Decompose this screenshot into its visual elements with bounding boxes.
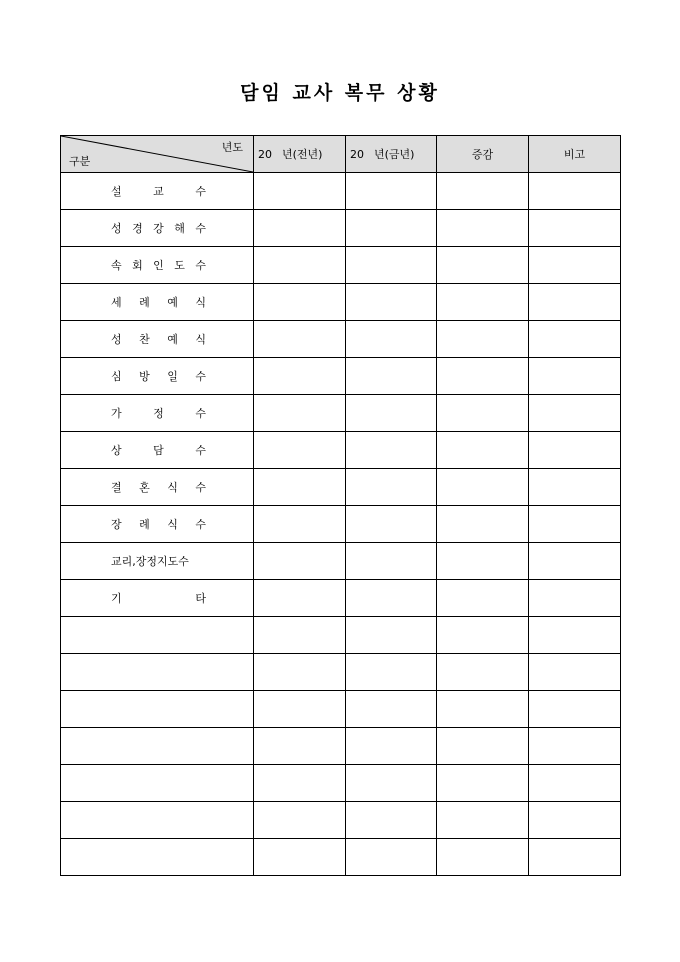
- prev-year-cell[interactable]: [254, 432, 346, 469]
- table-row: [61, 543, 621, 580]
- change-cell[interactable]: [437, 617, 529, 654]
- category-cell: [61, 580, 254, 617]
- prev-year-cell[interactable]: [254, 284, 346, 321]
- change-cell[interactable]: [437, 543, 529, 580]
- category-cell[interactable]: [61, 765, 254, 802]
- category-cell: [61, 284, 254, 321]
- note-cell[interactable]: [529, 321, 621, 358]
- category-cell[interactable]: [61, 654, 254, 691]
- category-cell: [61, 321, 254, 358]
- note-cell[interactable]: [529, 580, 621, 617]
- cur-year-cell[interactable]: [346, 839, 437, 876]
- table-row: [61, 395, 621, 432]
- note-cell[interactable]: [529, 395, 621, 432]
- change-cell[interactable]: [437, 765, 529, 802]
- category-char: 정: [153, 407, 164, 420]
- change-cell[interactable]: [437, 506, 529, 543]
- note-cell[interactable]: [529, 284, 621, 321]
- cur-year-cell[interactable]: [346, 728, 437, 765]
- header-row: [61, 136, 621, 173]
- category-label: [111, 516, 206, 532]
- category-char: 수: [195, 222, 206, 235]
- cur-year-cell[interactable]: [346, 395, 437, 432]
- category-cell: [61, 506, 254, 543]
- category-char: 담: [153, 444, 164, 457]
- change-cell[interactable]: [437, 728, 529, 765]
- duty-status-table: [60, 135, 621, 876]
- category-cell: [61, 358, 254, 395]
- table-body: [61, 173, 621, 876]
- empty-row: [61, 654, 621, 691]
- prev-year-cell[interactable]: [254, 654, 346, 691]
- prev-year-cell[interactable]: [254, 839, 346, 876]
- cur-year-header: [346, 136, 437, 173]
- category-cell: [61, 247, 254, 284]
- category-char: 성: [111, 333, 122, 346]
- category-char: 례: [139, 518, 150, 531]
- cur-year-cell[interactable]: [346, 247, 437, 284]
- category-cell[interactable]: [61, 839, 254, 876]
- category-cell: [61, 395, 254, 432]
- category-char: 수: [195, 407, 206, 420]
- prev-year-cell[interactable]: [254, 802, 346, 839]
- category-char: 설: [111, 185, 122, 198]
- category-char: 수: [195, 185, 206, 198]
- category-char: 식: [195, 333, 206, 346]
- category-cell: [61, 173, 254, 210]
- cur-year-cell[interactable]: [346, 432, 437, 469]
- category-char: 타: [195, 592, 206, 605]
- cur-year-text: 년(금년): [374, 148, 415, 161]
- prev-year-cell[interactable]: [254, 691, 346, 728]
- category-char: 일: [167, 370, 178, 383]
- change-header: 증감: [437, 136, 529, 173]
- change-cell[interactable]: [437, 210, 529, 247]
- category-char: 례: [139, 296, 150, 309]
- category-label: [111, 405, 206, 421]
- prev-year-cell[interactable]: [254, 543, 346, 580]
- cur-year-number: 20: [350, 148, 364, 161]
- category-char: 인: [153, 259, 164, 272]
- change-cell[interactable]: [437, 321, 529, 358]
- table-row: [61, 173, 621, 210]
- category-label: [111, 183, 206, 199]
- category-cell: [61, 210, 254, 247]
- category-label: [111, 294, 206, 310]
- category-label: [111, 331, 206, 347]
- category-char: 수: [195, 444, 206, 457]
- category-char: 수: [195, 259, 206, 272]
- prev-year-cell[interactable]: [254, 395, 346, 432]
- category-cell[interactable]: [61, 802, 254, 839]
- change-cell[interactable]: [437, 802, 529, 839]
- cur-year-cell[interactable]: [346, 506, 437, 543]
- note-cell[interactable]: [529, 765, 621, 802]
- note-cell[interactable]: [529, 654, 621, 691]
- category-cell: [61, 432, 254, 469]
- note-cell[interactable]: [529, 728, 621, 765]
- empty-row: [61, 839, 621, 876]
- table-row: [61, 580, 621, 617]
- cur-year-cell[interactable]: [346, 543, 437, 580]
- category-char: 교: [153, 185, 164, 198]
- cur-year-cell[interactable]: [346, 173, 437, 210]
- note-cell[interactable]: [529, 802, 621, 839]
- category-char: 식: [195, 296, 206, 309]
- cur-year-cell[interactable]: [346, 321, 437, 358]
- prev-year-cell[interactable]: [254, 358, 346, 395]
- category-char: 방: [139, 370, 150, 383]
- change-cell[interactable]: [437, 395, 529, 432]
- prev-year-cell[interactable]: [254, 728, 346, 765]
- category-char: 가: [111, 407, 122, 420]
- category-char: 예: [167, 296, 178, 309]
- prev-year-header: [254, 136, 346, 173]
- empty-row: [61, 728, 621, 765]
- table-row: [61, 506, 621, 543]
- prev-year-cell[interactable]: [254, 506, 346, 543]
- note-cell[interactable]: [529, 210, 621, 247]
- empty-row: [61, 765, 621, 802]
- category-char: 찬: [139, 333, 150, 346]
- diagonal-header-cell: [61, 136, 254, 173]
- note-cell[interactable]: [529, 839, 621, 876]
- category-cell[interactable]: [61, 728, 254, 765]
- category-char: 속: [111, 259, 122, 272]
- change-cell[interactable]: [437, 580, 529, 617]
- category-char: 경: [132, 222, 143, 235]
- table-row: [61, 247, 621, 284]
- prev-year-number: 20: [258, 148, 272, 161]
- category-cell[interactable]: [61, 617, 254, 654]
- category-char: 장: [111, 518, 122, 531]
- table-row: [61, 432, 621, 469]
- prev-year-cell[interactable]: [254, 765, 346, 802]
- category-char: 수: [195, 518, 206, 531]
- category-char: 결: [111, 481, 122, 494]
- note-cell[interactable]: [529, 358, 621, 395]
- category-char: 심: [111, 370, 122, 383]
- category-label: [111, 257, 206, 273]
- note-cell[interactable]: [529, 247, 621, 284]
- category-label: [111, 220, 206, 236]
- category-cell[interactable]: [61, 691, 254, 728]
- table-row: [61, 469, 621, 506]
- prev-year-cell[interactable]: [254, 617, 346, 654]
- change-cell[interactable]: [437, 839, 529, 876]
- prev-year-text: 년(전년): [282, 148, 323, 161]
- note-cell[interactable]: [529, 506, 621, 543]
- category-axis-label: 구분: [69, 155, 91, 168]
- category-char: 해: [174, 222, 185, 235]
- category-char: 성: [111, 222, 122, 235]
- category-label: 교리,장정지도수: [111, 555, 189, 568]
- prev-year-cell[interactable]: [254, 469, 346, 506]
- prev-year-cell[interactable]: [254, 247, 346, 284]
- category-label: [111, 479, 206, 495]
- empty-row: [61, 802, 621, 839]
- page-title: 담임 교사 복무 상황: [240, 82, 440, 104]
- prev-year-cell[interactable]: [254, 321, 346, 358]
- category-char: 수: [195, 481, 206, 494]
- change-cell[interactable]: [437, 691, 529, 728]
- change-cell[interactable]: [437, 247, 529, 284]
- cur-year-cell[interactable]: [346, 691, 437, 728]
- category-char: 식: [167, 518, 178, 531]
- note-header: 비고: [529, 136, 621, 173]
- change-cell[interactable]: [437, 432, 529, 469]
- change-cell[interactable]: [437, 654, 529, 691]
- prev-year-cell[interactable]: [254, 580, 346, 617]
- cur-year-cell[interactable]: [346, 802, 437, 839]
- note-cell[interactable]: [529, 691, 621, 728]
- category-char: 회: [132, 259, 143, 272]
- table-row: [61, 321, 621, 358]
- table-row: [61, 358, 621, 395]
- cur-year-cell[interactable]: [346, 580, 437, 617]
- note-cell[interactable]: [529, 617, 621, 654]
- category-label: [111, 368, 206, 384]
- category-char: 수: [195, 370, 206, 383]
- note-cell[interactable]: [529, 469, 621, 506]
- category-char: 세: [111, 296, 122, 309]
- empty-row: [61, 617, 621, 654]
- cur-year-cell[interactable]: [346, 284, 437, 321]
- cur-year-cell[interactable]: [346, 358, 437, 395]
- prev-year-cell[interactable]: [254, 210, 346, 247]
- table-row: [61, 284, 621, 321]
- category-label: [111, 442, 206, 458]
- empty-row: [61, 691, 621, 728]
- category-char: 혼: [139, 481, 150, 494]
- cur-year-cell[interactable]: [346, 469, 437, 506]
- change-cell[interactable]: [437, 358, 529, 395]
- category-char: 강: [153, 222, 164, 235]
- cur-year-cell[interactable]: [346, 654, 437, 691]
- category-char: 상: [111, 444, 122, 457]
- cur-year-cell[interactable]: [346, 765, 437, 802]
- category-char: 기: [111, 592, 122, 605]
- note-cell[interactable]: [529, 543, 621, 580]
- note-cell[interactable]: [529, 173, 621, 210]
- category-cell: [61, 469, 254, 506]
- category-char: 예: [167, 333, 178, 346]
- table-row: [61, 210, 621, 247]
- note-cell[interactable]: [529, 432, 621, 469]
- prev-year-cell[interactable]: [254, 173, 346, 210]
- category-char: 식: [167, 481, 178, 494]
- year-axis-label: 년도: [221, 141, 243, 154]
- category-cell: [61, 543, 254, 580]
- category-label: [111, 590, 206, 606]
- change-cell[interactable]: [437, 284, 529, 321]
- change-cell[interactable]: [437, 173, 529, 210]
- cur-year-cell[interactable]: [346, 210, 437, 247]
- change-cell[interactable]: [437, 469, 529, 506]
- category-char: 도: [174, 259, 185, 272]
- cur-year-cell[interactable]: [346, 617, 437, 654]
